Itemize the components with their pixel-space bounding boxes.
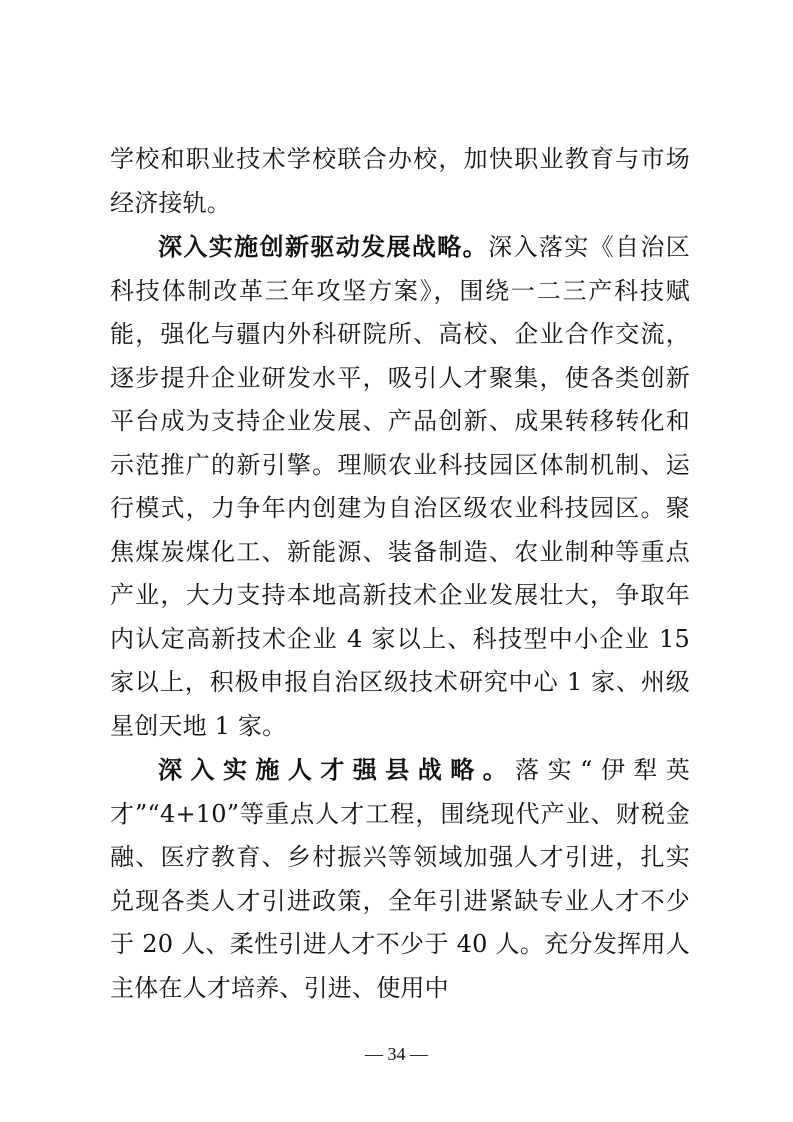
paragraph-innovation-strategy	[110, 225, 690, 748]
paragraph-talent-strategy	[110, 748, 690, 1010]
paragraph-text: 深入落实《自治区科技体制改革三年攻坚方案》，围绕一二三产科技赋能，强化与疆内外科研院所、高校、企业合作交流，逐步提升企业研发水平，吸引人才聚集，使各类创新平台成为支持企业发展、产品创新、成果转移转化和示范推广的新引擎。理顺农业科技园区体制机制、运行模式，力争年内创建为自治区级农业科技园区。聚焦煤炭煤化工、新能源、装备制造、农业制种等重点产业，大力支持本地高新技术企业发展壮大，争取年内认定高新技术企业 4 家以上、科技型中小企业 15 家以上，积极申报自治区级技术研究中心 1 家、州级星创天地 1 家。	[110, 233, 690, 740]
body-text	[110, 138, 690, 1010]
paragraph-vocational-education	[110, 138, 690, 225]
paragraph-lead-heading: 深入实施人才强县战略。	[158, 755, 516, 784]
paragraph-lead-heading: 深入实施创新驱动发展战略。	[158, 232, 489, 261]
page-number: — 34 —	[365, 1044, 428, 1064]
paragraph-text: 学校和职业技术学校联合办校，加快职业教育与市场经济接轨。	[110, 145, 690, 217]
paragraph-text: 落实“伊犁英才”“4+10”等重点人才工程，围绕现代产业、财税金融、医疗教育、乡村振兴等领域加强人才引进，扎实兑现各类人才引进政策，全年引进紧缺专业人才不少于 20 人、柔性引进人才不少于 40 人。充分发挥用人主体在人才培养、引进、使用中	[110, 756, 690, 1002]
